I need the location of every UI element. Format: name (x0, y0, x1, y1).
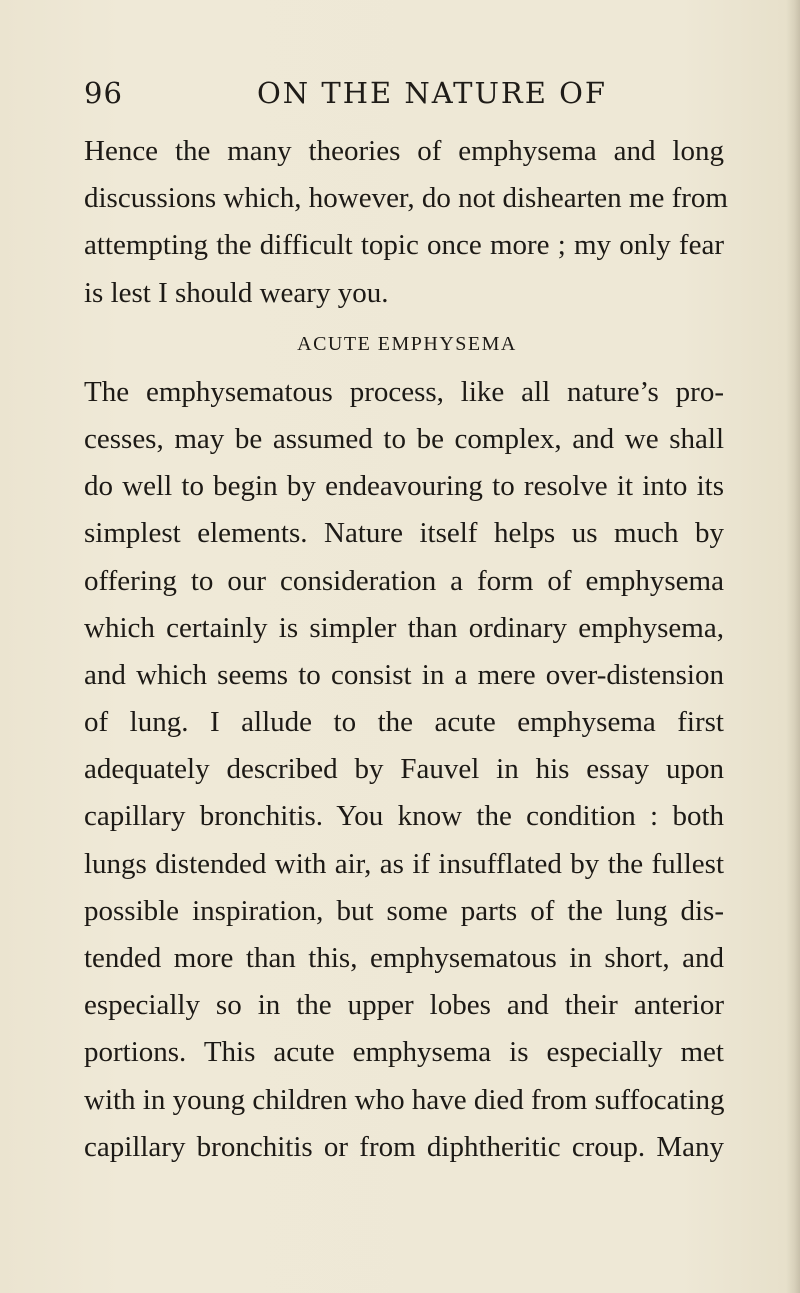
text-line: of lung. I allude to the acute emphysema first (84, 706, 724, 739)
running-head: ON THE NATURE OF (257, 76, 608, 110)
text-line: do well to begin by endeavouring to resolve it into its (84, 470, 724, 503)
page-header (84, 76, 724, 116)
text-line: lungs distended with air, as if insufflated by the fullest (84, 847, 724, 880)
text-line: which certainly is simpler than ordinary emphysema, (84, 611, 724, 644)
text-line: simplest elements. Nature itself helps us much by (84, 517, 724, 550)
section-heading: ACUTE EMPHYSEMA (297, 332, 517, 355)
text-line: The emphysematous process, like all nature’s pro- (84, 375, 724, 408)
text-line: adequately described by Fauvel in his essay upon (84, 753, 724, 786)
text-line: capillary bronchitis or from diphtheritic croup. Many (84, 1130, 724, 1163)
text-line: and which seems to consist in a mere over-distension (84, 658, 724, 691)
text-line: attempting the difficult topic once more ; my only fear (84, 229, 724, 262)
page-number: 96 (84, 76, 123, 110)
text-line: cesses, may be assumed to be complex, and we shall (84, 422, 724, 455)
page-edge-shadow (786, 0, 800, 1293)
body-text (84, 128, 728, 1171)
text-line: possible inspiration, but some parts of the lung dis- (84, 894, 724, 927)
text-line: tended more than this, emphysematous in short, and (84, 942, 724, 974)
text-line: offering to our consideration a form of emphysema (84, 564, 724, 597)
text-line: Hence the many theories of emphysema and long (84, 135, 724, 167)
text-line: with in young children who have died from suffocating (84, 1083, 725, 1116)
text-line: discussions which, however, do not dishearten me from (84, 182, 728, 215)
text-line: is lest I should weary you. (84, 276, 389, 309)
paragraph-1 (84, 128, 728, 317)
text-line: especially so in the upper lobes and their anterior (84, 989, 724, 1022)
paragraph-2 (84, 369, 724, 1171)
text-line: capillary bronchitis. You know the condition : both (84, 800, 724, 833)
text-line: portions. This acute emphysema is especially met (84, 1036, 724, 1069)
